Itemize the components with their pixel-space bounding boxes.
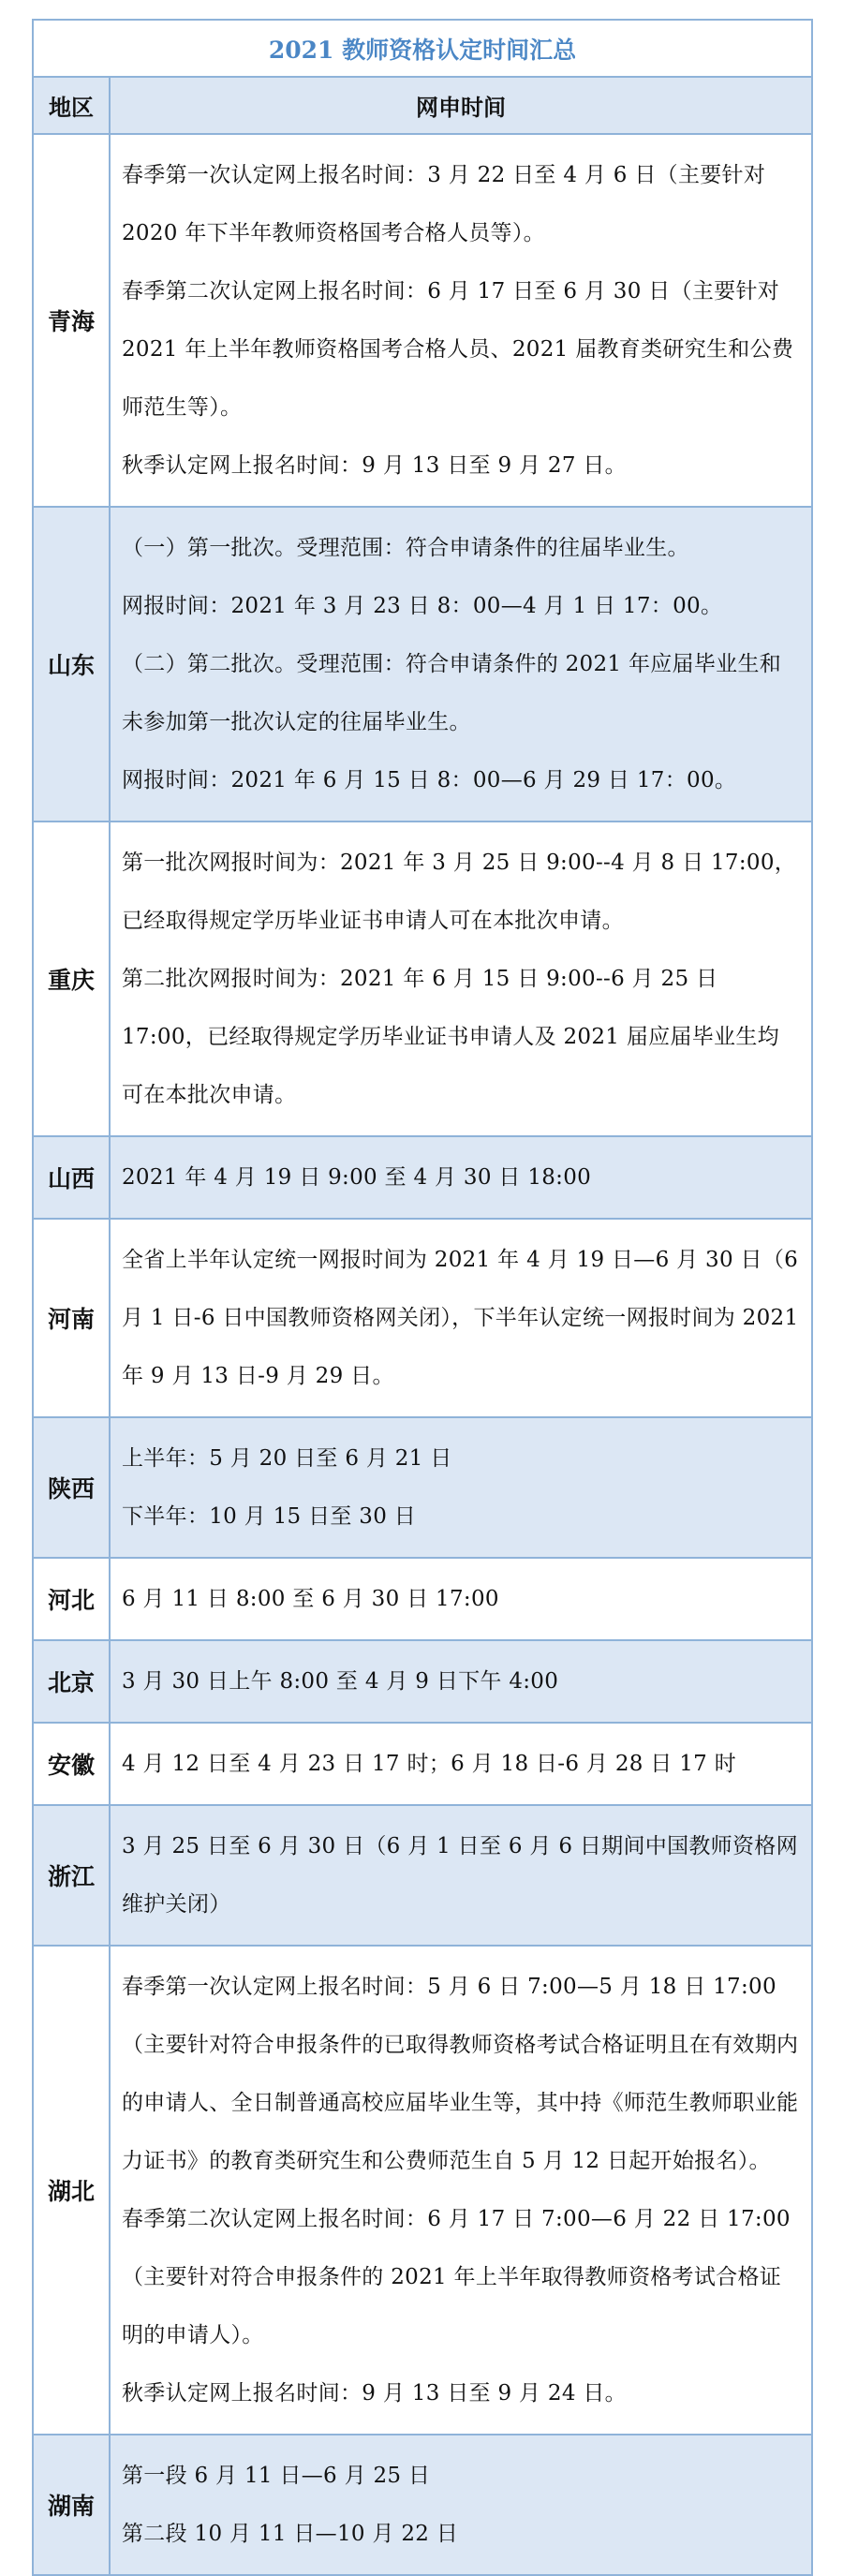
region-name: 陕西 xyxy=(33,1417,110,1558)
region-name: 青海 xyxy=(33,134,110,507)
region-column-header: 地区 xyxy=(33,77,110,134)
time-line: 3 月 25 日至 6 月 30 日（6 月 1 日至 6 月 6 日期间中国教师资格网维护关闭） xyxy=(122,1834,798,1917)
table-row xyxy=(33,1805,812,1946)
table-row xyxy=(33,1640,812,1723)
time-line: 春季第一次认定网上报名时间：3 月 22 日至 4 月 6 日（主要针对 2020 年下半年教师资格国考合格人员等）。 xyxy=(122,163,766,245)
time-line: （二）第二批次。受理范围：符合申请条件的 2021 年应届毕业生和未参加第一批次认定的往届毕业生。 xyxy=(122,652,782,734)
time-line: 第一批次网报时间为：2021 年 3 月 25 日 9:00--4 月 8 日 17:00，已经取得规定学历毕业证书申请人可在本批次申请。 xyxy=(122,851,797,933)
time-line: 全省上半年认定统一网报时间为 2021 年 4 月 19 日—6 月 30 日（6 月 1 日-6 日中国教师资格网关闭），下半年认定统一网报时间为 2021 年 9 月 13 日-9 月 29 日。 xyxy=(122,1248,799,1388)
time-line: 4 月 12 日至 4 月 23 日 17 时；6 月 18 日-6 月 28 日 17 时 xyxy=(122,1752,736,1776)
table-row xyxy=(33,507,812,822)
region-name: 浙江 xyxy=(33,1805,110,1946)
time-line: 第二批次网报时间为：2021 年 6 月 15 日 9:00--6 月 25 日 17:00，已经取得规定学历毕业证书申请人及 2021 届应届毕业生均可在本批次申请。 xyxy=(122,967,779,1107)
time-line: 春季第一次认定网上报名时间：5 月 6 日 7:00—5 月 18 日 17:00（主要针对符合申报条件的已取得教师资格考试合格证明且在有效期内的申请人、全日制普通高校应届毕业生等，其中持《师范生教师职业能力证书》的教育类研究生和公费师范生自 5 月 12 日起开始报名）。 xyxy=(122,1975,799,2173)
schedule-document xyxy=(32,19,813,2576)
table-row xyxy=(33,134,812,507)
registration-time-cell xyxy=(110,2435,812,2575)
table-row xyxy=(33,1136,812,1219)
registration-time-cell xyxy=(110,1417,812,1558)
table-row xyxy=(33,822,812,1136)
header-row xyxy=(33,77,812,134)
region-name: 山东 xyxy=(33,507,110,822)
registration-time-cell xyxy=(110,1136,812,1219)
time-line: 第二段 10 月 11 日—10 月 22 日 xyxy=(122,2522,459,2546)
registration-time-cell xyxy=(110,134,812,507)
schedule-table xyxy=(32,19,813,2576)
table-row xyxy=(33,1219,812,1417)
registration-time-cell xyxy=(110,1946,812,2435)
registration-time-cell xyxy=(110,822,812,1136)
registration-time-cell xyxy=(110,1640,812,1723)
time-column-header: 网申时间 xyxy=(110,77,812,134)
registration-time-cell xyxy=(110,1723,812,1805)
table-row xyxy=(33,1558,812,1640)
time-line: 春季第二次认定网上报名时间：6 月 17 日至 6 月 30 日（主要针对 2021 年上半年教师资格国考合格人员、2021 届教育类研究生和公费师范生等）。 xyxy=(122,279,794,420)
time-line: （一）第一批次。受理范围：符合申请条件的往届毕业生。 xyxy=(122,536,689,560)
time-line: 上半年：5 月 20 日至 6 月 21 日 xyxy=(122,1446,452,1471)
time-line: 网报时间：2021 年 3 月 23 日 8：00—4 月 1 日 17：00。 xyxy=(122,594,723,618)
time-line: 秋季认定网上报名时间：9 月 13 日至 9 月 27 日。 xyxy=(122,453,627,478)
table-row xyxy=(33,1417,812,1558)
registration-time-cell xyxy=(110,507,812,822)
title-row xyxy=(33,20,812,77)
region-name: 山西 xyxy=(33,1136,110,1219)
time-line: 第一段 6 月 11 日—6 月 25 日 xyxy=(122,2464,431,2488)
region-name: 湖南 xyxy=(33,2435,110,2575)
time-line: 春季第二次认定网上报名时间：6 月 17 日 7:00—6 月 22 日 17:00（主要针对符合申报条件的 2021 年上半年取得教师资格考试合格证明的申请人）。 xyxy=(122,2207,791,2347)
registration-time-cell xyxy=(110,1558,812,1640)
table-row xyxy=(33,1946,812,2435)
region-name: 重庆 xyxy=(33,822,110,1136)
table-row xyxy=(33,1723,812,1805)
time-line: 秋季认定网上报名时间：9 月 13 日至 9 月 24 日。 xyxy=(122,2381,627,2406)
region-name: 湖北 xyxy=(33,1946,110,2435)
table-row xyxy=(33,2435,812,2575)
time-line: 下半年：10 月 15 日至 30 日 xyxy=(122,1504,417,1529)
time-line: 2021 年 4 月 19 日 9:00 至 4 月 30 日 18:00 xyxy=(122,1165,592,1190)
time-line: 6 月 11 日 8:00 至 6 月 30 日 17:00 xyxy=(122,1587,499,1611)
region-name: 河北 xyxy=(33,1558,110,1640)
region-name: 河南 xyxy=(33,1219,110,1417)
time-line: 3 月 30 日上午 8:00 至 4 月 9 日下午 4:00 xyxy=(122,1669,559,1694)
registration-time-cell xyxy=(110,1219,812,1417)
time-line: 网报时间：2021 年 6 月 15 日 8：00—6 月 29 日 17：00。 xyxy=(122,768,737,792)
registration-time-cell xyxy=(110,1805,812,1946)
table-title: 2021 教师资格认定时间汇总 xyxy=(33,20,812,77)
region-name: 北京 xyxy=(33,1640,110,1723)
region-name: 安徽 xyxy=(33,1723,110,1805)
